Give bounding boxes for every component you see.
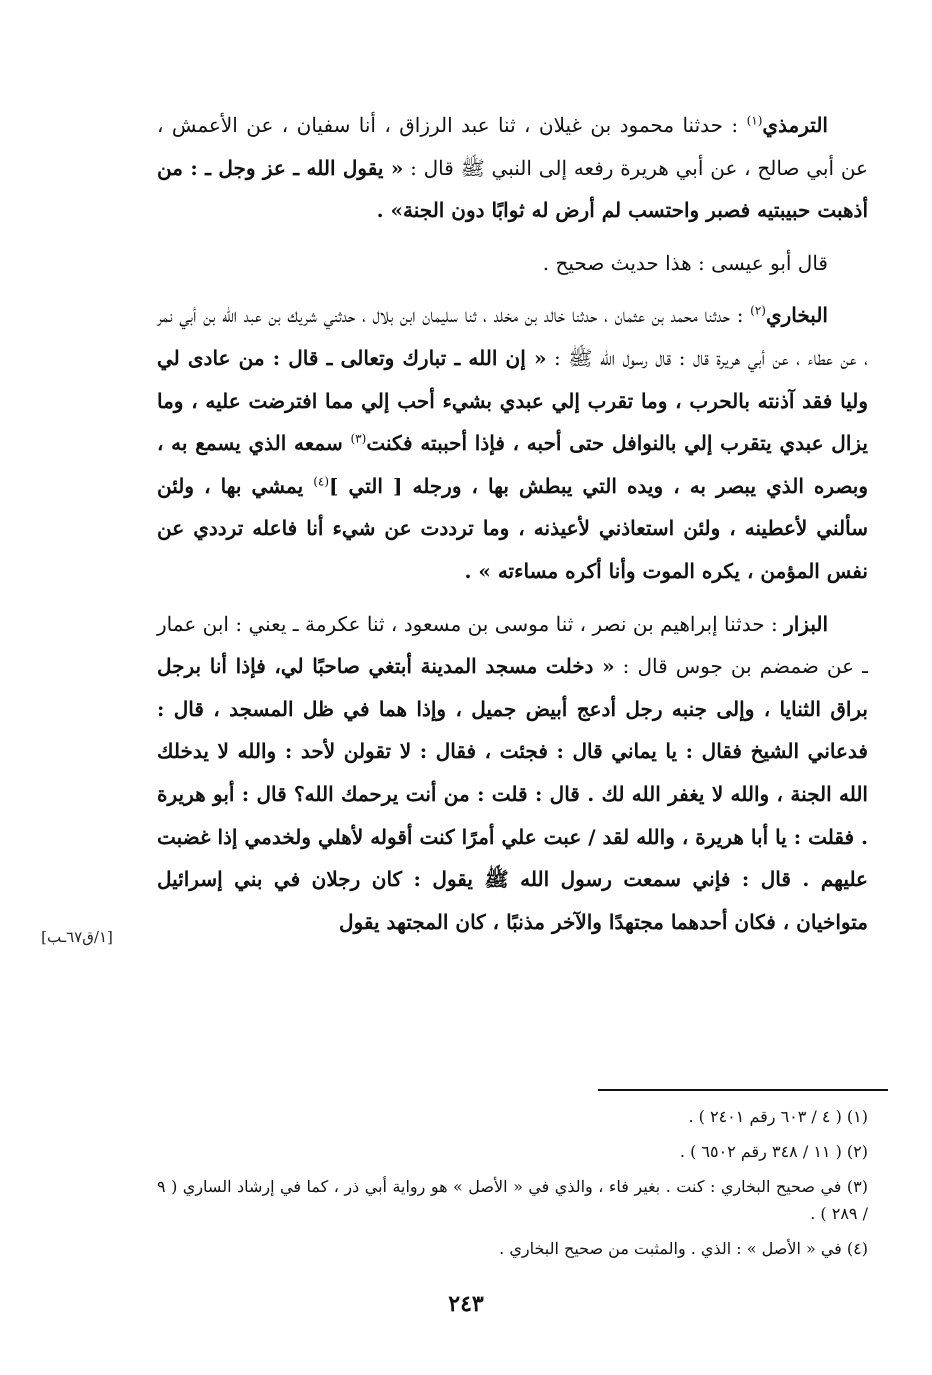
footnotes <box>157 1103 868 1270</box>
isnad-text: : حدثنا محمود بن غيلان ، ثنا عبد الرزاق ، أنا سفيان ، عن الأعمش ، عن أبي صالح ، عن أبي هريرة رفعه إلى النبي ﷺ قال : <box>157 113 868 180</box>
footnote-3: (٣) في صحيح البخاري : كنت . بغير فاء ، والذي في « الأصل » هو رواية أبي ذر ، كما في إرشاد الساري ( ٩ / ٢٨٩ ) . <box>157 1177 869 1223</box>
footnote-mark: (١) <box>746 113 763 128</box>
isnad-text: : حدثنا إبراهيم بن نصر ، ثنا موسى بن مسعود ، ثنا عكرمة ـ يعني : ابن عمار ـ عن ضمضم بن جوس قال : <box>157 611 869 679</box>
hadith-text: « يقول الله ـ عز وجل ـ : من أذهبت حبيبتيه فصبر واحتسب لم أرض له ثوابًا دون الجنة» . <box>157 155 868 223</box>
page-number: ٢٤٣ <box>448 1291 484 1317</box>
footnote-separator <box>598 1089 888 1091</box>
footnote-mark: (٣) <box>350 431 367 446</box>
paragraph-bukhari <box>157 294 868 592</box>
main-text <box>157 104 868 953</box>
manuscript-folio-note: [١/ق٦٧ـب] <box>41 928 113 946</box>
source-name: الترمذي <box>762 113 828 137</box>
footnote-4: (٤) في « الأصل » : الذي . والمثبت من صحيح البخاري . <box>499 1239 868 1258</box>
hadith-text: سمعه الذي يسمع به ، وبصره الذي يبصر به ، ويده التي يبطش بها ، ورجله [ التي ] <box>157 431 869 498</box>
footnote-2: (٢) ( ١١ / ٣٤٨ رقم ٦٥٠٢ ) . <box>679 1142 868 1161</box>
grading-text: قال أبو عيسى : هذا حديث صحيح . <box>542 250 828 275</box>
footnote-1: (١) ( ٤ / ٦٠٣ رقم ٢٤٠١ ) . <box>688 1107 868 1126</box>
source-name: البخاري <box>765 303 828 328</box>
isnad-text: : حدثنا محمد بن عثمان ، حدثنا خالد بن مخلد ، ثنا سليمان ابن بلال ، حدثني شريك بن عبد الله بن أبي نمر ، عن عطاء ، عن أبي هريرة قال : قال رسول الله ﷺ : <box>157 303 868 370</box>
paragraph-bazzar <box>157 603 868 944</box>
paragraph-tirmidhi <box>157 104 868 232</box>
hadith-text: « دخلت مسجد المدينة أبتغي صاحبًا لي، فإذا أنا برجل براق الثنايا ، وإلى جنبه رجل أدعج أبيض جميل ، وإذا هما في ظل المسجد ، قال : فدعاني الشيخ فقال : يا يماني قال : فجئت ، فقال : لا تقولن لأحد : والله لا يدخلك الله الجنة ، والله لا يغفر الله لك . قال : قلت : من أنت يرحمك الله؟ قال : أبو هريرة . فقلت : يا أبا هريرة ، والله لقد / عبت علي أمرًا كنت أقوله لأهلي ولخدمي إذا غضبت عليهم . قال : فإني سمعت رسول الله ﷺ يقول : كان رجلان في بني إسرائيل متواخيان ، فكان أحدهما مجتهدًا والآخر مذنبًا ، كان المجتهد يقول <box>157 654 868 934</box>
hadith-text: « إن الله ـ تبارك وتعالى ـ قال : من عادى لي وليا فقد آذنته بالحرب ، وما تقرب إلي عبدي بشيء أحب إلي مما افترضت عليه ، وما يزال عبدي يتقرب إلي بالنوافل حتى أحبه ، فإذا أحببته فكنت <box>157 345 868 456</box>
hadith-text: يمشي بها ، ولئن سألني لأعطينه ، ولئن استعاذني لأعيذنه ، وما ترددت عن شيء أنا فاعله ترددي عن نفس المؤمن ، يكره الموت وأنا أكره مساءته » . <box>157 473 868 583</box>
source-name: البزار <box>784 611 828 636</box>
paragraph-abu-isa <box>157 242 868 285</box>
footnote-mark: (٤) <box>313 474 330 489</box>
footnote-mark: (٢) <box>750 303 766 318</box>
